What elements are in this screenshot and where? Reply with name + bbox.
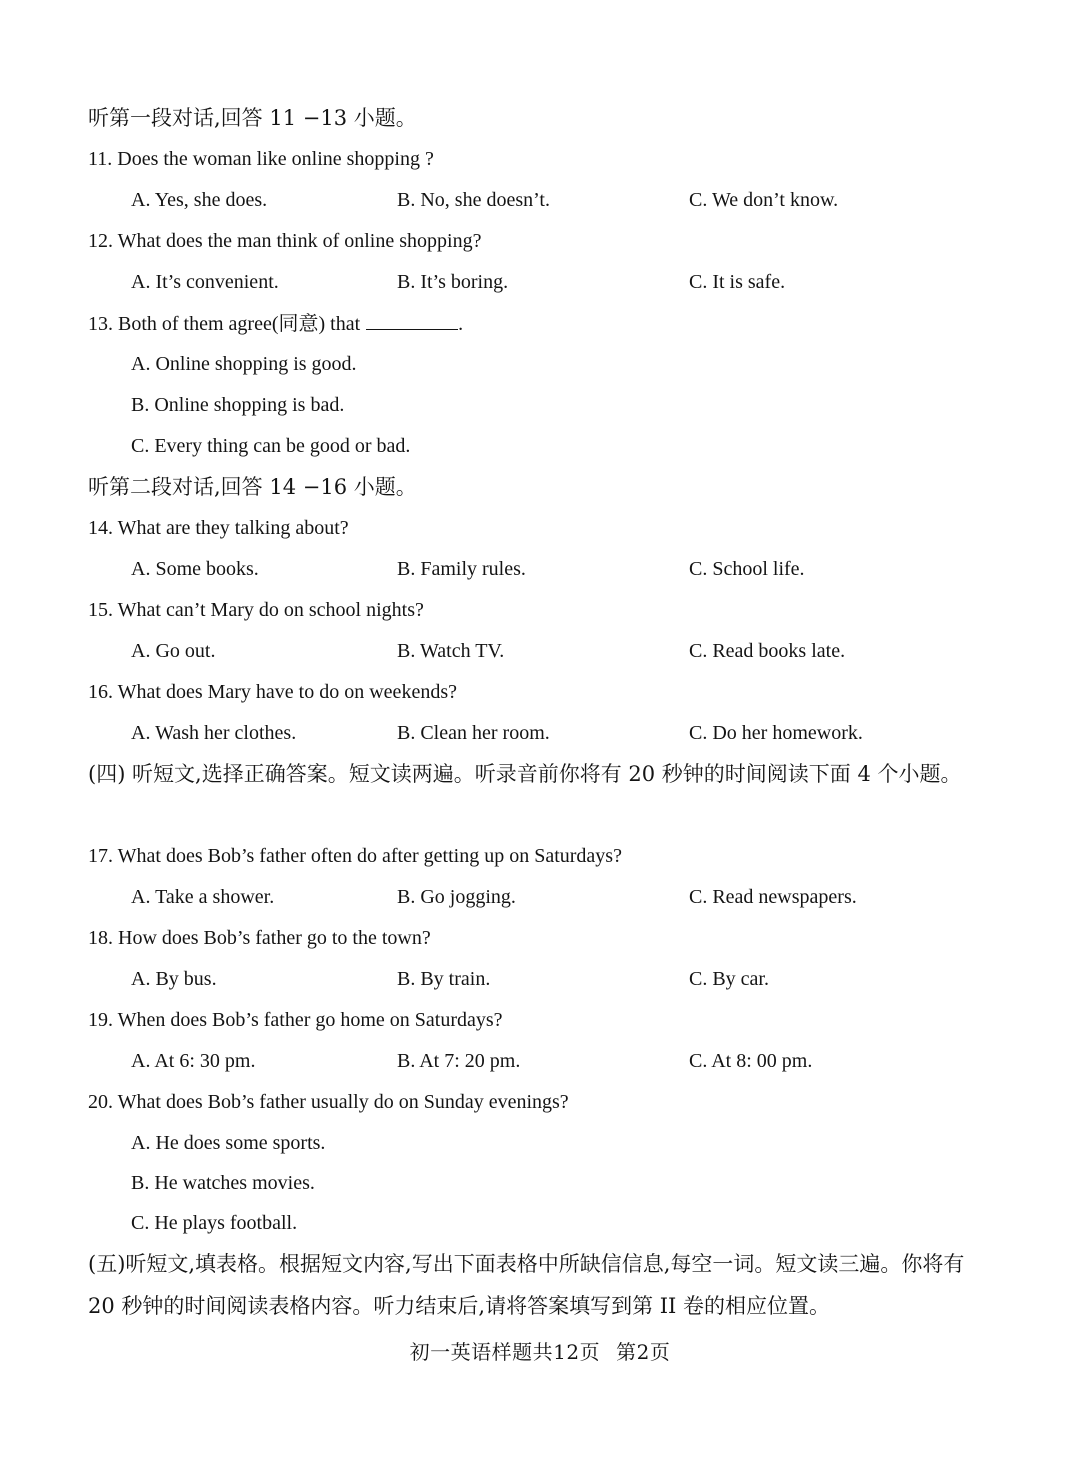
q17-option-a: A. Take a shower. (131, 886, 275, 908)
q18-option-c: C. By car. (689, 968, 769, 990)
section-heading-dialog-1: 听第一段对话,回答 11 −13 小题。 (88, 106, 417, 130)
q18-option-a: A. By bus. (131, 968, 217, 990)
q17-option-c: C. Read newspapers. (689, 886, 857, 908)
q15-option-c: C. Read books late. (689, 640, 846, 662)
q20-option-a: A. He does some sports. (131, 1132, 326, 1154)
q17-option-b: B. Go jogging. (397, 886, 516, 908)
question-11: 11. Does the woman like online shopping ? (88, 148, 434, 170)
q12-option-a: A. It’s convenient. (131, 271, 279, 293)
q14-option-b: B. Family rules. (397, 558, 526, 580)
q16-option-c: C. Do her homework. (689, 722, 863, 744)
q20-option-b: B. He watches movies. (131, 1172, 315, 1194)
q14-option-a: A. Some books. (131, 558, 259, 580)
question-13-stem: 13. Both of them agree(同意) that (88, 313, 361, 335)
section-heading-dialog-2: 听第二段对话,回答 14 −16 小题。 (88, 475, 417, 499)
q16-option-b: B. Clean her room. (397, 722, 550, 744)
question-15: 15. What can’t Mary do on school nights? (88, 599, 424, 621)
question-16: 16. What does Mary have to do on weekends? (88, 681, 457, 703)
q15-option-b: B. Watch TV. (397, 640, 505, 662)
q13-option-c: C. Every thing can be good or bad. (131, 435, 411, 457)
answer-blank (366, 311, 458, 330)
question-13 (88, 311, 463, 336)
q11-option-c: C. We don’t know. (689, 189, 839, 211)
q12-option-c: C. It is safe. (689, 271, 786, 293)
q14-option-c: C. School life. (689, 558, 805, 580)
q16-option-a: A. Wash her clothes. (131, 722, 297, 744)
q13-option-a: A. Online shopping is good. (131, 353, 357, 375)
q11-option-a: A. Yes, she does. (131, 189, 268, 211)
q19-option-a: A. At 6: 30 pm. (131, 1050, 256, 1072)
question-17: 17. What does Bob’s father often do after getting up on Saturdays? (88, 845, 622, 867)
question-12: 12. What does the man think of online shopping? (88, 230, 482, 252)
footer-title: 初一英语样题共12页 (409, 1340, 601, 1364)
question-20: 20. What does Bob’s father usually do on Sunday evenings? (88, 1091, 569, 1113)
question-14: 14. What are they talking about? (88, 517, 349, 539)
q19-option-b: B. At 7: 20 pm. (397, 1050, 521, 1072)
question-18: 18. How does Bob’s father go to the town? (88, 927, 431, 949)
q19-option-c: C. At 8: 00 pm. (689, 1050, 813, 1072)
q12-option-b: B. It’s boring. (397, 271, 509, 293)
q20-option-c: C. He plays football. (131, 1212, 298, 1234)
q11-option-b: B. No, she doesn’t. (397, 189, 550, 211)
footer-page-number: 第2页 (616, 1340, 671, 1364)
page-footer (0, 1336, 1080, 1365)
question-19: 19. When does Bob’s father go home on Saturdays? (88, 1009, 503, 1031)
q15-option-a: A. Go out. (131, 640, 216, 662)
question-13-end: . (458, 313, 464, 335)
section-5-instructions: (五)听短文,填表格。根据短文内容,写出下面表格中所缺信信息,每空一词。短文读三遍。你将有 20 秒钟的时间阅读表格内容。听力结束后,请将答案填写到第 II 卷的相应位置。 (88, 1252, 965, 1318)
section-4-instructions: (四) 听短文,选择正确答案。短文读两遍。听录音前你将有 20 秒钟的时间阅读下面 4 个小题。 (88, 762, 962, 786)
q13-option-b: B. Online shopping is bad. (131, 394, 345, 416)
q18-option-b: B. By train. (397, 968, 491, 990)
